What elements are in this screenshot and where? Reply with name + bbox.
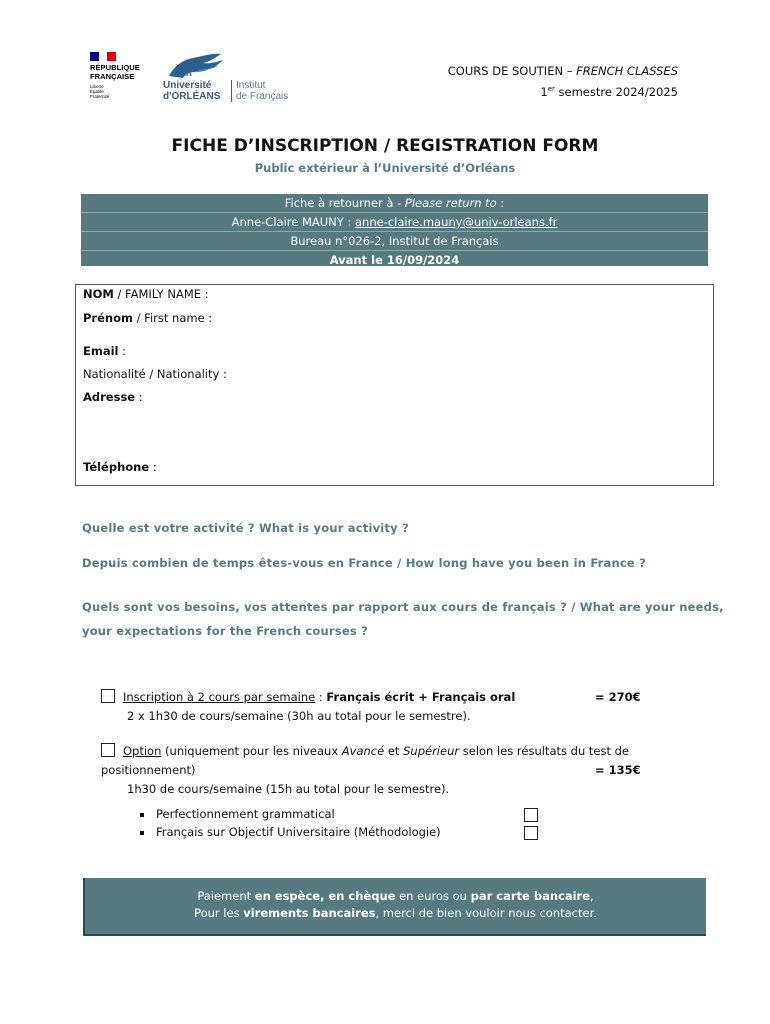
option-checkbox[interactable]	[101, 743, 115, 757]
course-label-sep: –	[563, 64, 577, 78]
option-text-d: positionnement)	[101, 763, 196, 777]
two-courses-label: Inscription à 2 cours par semaine	[123, 690, 316, 704]
university-name-line2: d'ORLÉANS	[163, 91, 221, 102]
option-one-course	[101, 742, 701, 761]
nationality-field[interactable]	[83, 367, 227, 381]
address-field[interactable]	[83, 390, 143, 404]
methodology-checkbox[interactable]	[524, 826, 538, 840]
two-courses-colon: :	[315, 690, 327, 704]
semester-sup: er	[547, 85, 555, 93]
republic-motto-2: Égalité	[90, 89, 104, 94]
page-title: FICHE D’INSCRIPTION / REGISTRATION FORM	[171, 136, 599, 156]
university-bird-icon	[165, 50, 227, 80]
email-colon: :	[118, 344, 127, 358]
semester-num: 1	[540, 84, 548, 99]
french-flag-icon	[90, 52, 116, 61]
institute-name-line2: de Français	[236, 91, 289, 102]
two-courses-checkbox[interactable]	[101, 689, 115, 703]
two-courses-subjects: Français écrit + Français oral	[326, 690, 516, 704]
contact-line	[81, 213, 708, 232]
payment-transfers: virements bancaires	[243, 906, 376, 920]
university-name-line1: Université	[163, 80, 212, 91]
course-label-en: FRENCH CLASSES	[576, 64, 678, 78]
republic-motto-3: Fraternité	[90, 94, 110, 99]
return-line	[81, 194, 708, 213]
family-name-field[interactable]	[83, 287, 209, 301]
course-header	[448, 62, 678, 101]
nationality-label: Nationalité / Nationality :	[83, 367, 227, 381]
first-name-field[interactable]	[83, 311, 212, 325]
family-name-en: / FAMILY NAME :	[113, 287, 209, 301]
institute-name-line1: Institut	[236, 80, 266, 91]
contact-name: Anne-Claire MAUNY :	[231, 215, 355, 229]
option-level-advanced: Avancé	[341, 744, 385, 758]
question-duration: Depuis combien de temps êtes-vous en France / How long have you been in France ?	[82, 556, 646, 570]
payment-p3: ,	[590, 889, 594, 903]
option-two-courses	[101, 688, 661, 707]
payment-cash-cheque: en espèce, en chèque	[254, 889, 396, 903]
return-info-box	[81, 194, 708, 266]
option-text-a: (uniquement pour les niveaux	[161, 744, 342, 758]
identity-box	[75, 284, 714, 486]
logo-separator	[231, 80, 232, 102]
address-colon: :	[135, 390, 143, 404]
payment-p1: Paiement	[197, 889, 255, 903]
option-course-list	[138, 806, 441, 841]
institute-name	[236, 80, 288, 102]
phone-field[interactable]	[83, 460, 157, 474]
republic-title-line1: RÉPUBLIQUE	[90, 63, 140, 72]
option-label: Option	[123, 744, 162, 758]
list-item: Français sur Objectif Universitaire (Méthodologie)	[138, 824, 441, 842]
page-subtitle: Public extérieur à l’Université d’Orléans	[254, 161, 516, 175]
phone-label: Téléphone	[83, 460, 150, 474]
question-needs-line1: Quels sont vos besoins, vos attentes par rapport aux cours de français ? / What are your needs,	[82, 600, 724, 614]
grammar-checkbox[interactable]	[524, 808, 538, 822]
semester-rest: semestre 2024/2025	[554, 84, 678, 99]
payment-l2c: , merci de bien vouloir nous contacter.	[375, 906, 597, 920]
question-activity: Quelle est votre activité ? What is your activity ?	[82, 521, 409, 535]
email-label: Email	[83, 344, 119, 358]
universite-orleans-logo	[163, 50, 308, 105]
course-label	[448, 62, 678, 80]
course-label-fr: COURS DE SOUTIEN	[447, 64, 564, 78]
two-courses-detail: 2 x 1h30 de cours/semaine (30h au total pour le semestre).	[127, 709, 471, 723]
first-name-en: / First name :	[132, 311, 213, 325]
payment-card: par carte bancaire	[470, 889, 591, 903]
option-level-superior: Supérieur	[403, 744, 460, 758]
family-name-fr: NOM	[83, 287, 114, 301]
option-line2	[101, 761, 661, 780]
first-name-fr: Prénom	[83, 311, 133, 325]
return-fr: Fiche à retourner à -	[284, 196, 405, 210]
option-text-b: et	[384, 744, 404, 758]
return-en: Please return to	[404, 196, 497, 210]
option-detail: 1h30 de cours/semaine (15h au total pour le semestre).	[127, 782, 450, 796]
phone-colon: :	[149, 460, 157, 474]
two-courses-price: = 270€	[595, 690, 641, 704]
question-needs-line2: your expectations for the French courses ?	[82, 624, 368, 638]
semester-label	[448, 80, 678, 101]
list-item: Perfectionnement grammatical	[138, 806, 441, 824]
payment-line1	[85, 888, 706, 905]
option-price: = 135€	[595, 763, 641, 777]
return-end: :	[496, 196, 505, 210]
deadline-line: Avant le 16/09/2024	[329, 253, 460, 267]
payment-p2: en euros ou	[395, 889, 471, 903]
republique-francaise-logo	[90, 52, 154, 99]
republic-title-line2: FRANÇAISE	[90, 71, 135, 81]
office-line: Bureau n°026-2, Institut de Français	[81, 232, 708, 251]
email-field[interactable]	[83, 344, 126, 358]
payment-l2a: Pour les	[194, 906, 244, 920]
payment-info-box	[83, 878, 706, 936]
address-label: Adresse	[83, 390, 136, 404]
option-text-c: selon les résultats du test de	[459, 744, 630, 758]
republic-motto-1: Liberté	[90, 84, 104, 89]
contact-email-link[interactable]: anne-claire.mauny@univ-orleans.fr	[355, 215, 558, 229]
university-name	[163, 80, 220, 102]
payment-line2	[85, 905, 706, 922]
